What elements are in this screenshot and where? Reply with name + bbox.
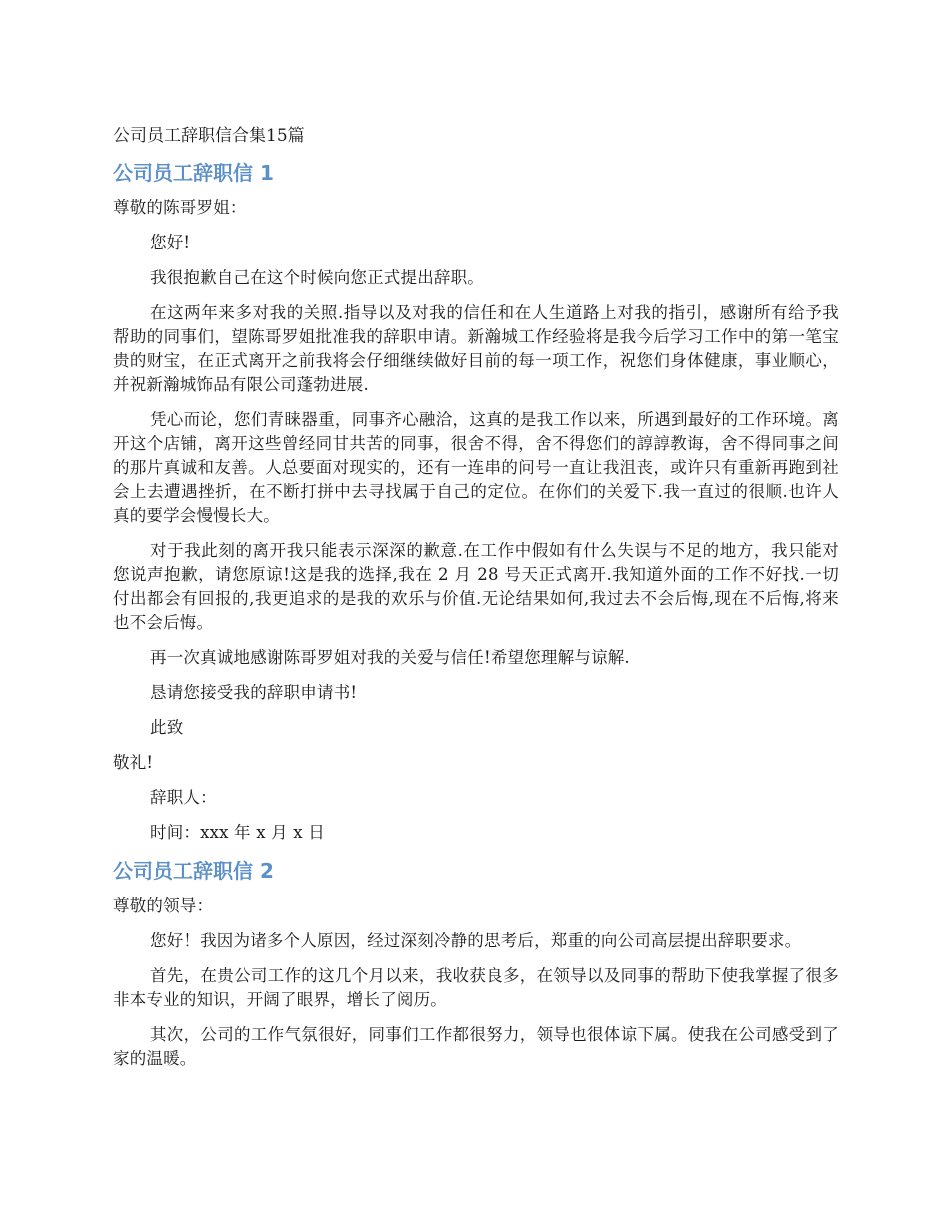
letter-1-paragraph: 对于我此刻的离开我只能表示深深的歉意.在工作中假如有什么失误与不足的地方，我只能对您说声抱歉，请您原谅!这是我的选择,我在 2 月 28 号天正式离开.我知道外面的工作不好找.一切付出都会有回报的,我更追求的是我的欢乐与价值.无论结果如何,我过去不会后悔,现在不后悔,将来也不会后悔。 [113,541,839,632]
letter-1-paragraph: 恳请您接受我的辞职申请书! [150,683,358,702]
letter-2-heading: 公司员工辞职信 2 [113,859,274,883]
letter-1-regards: 敬礼! [113,753,154,772]
letter-2-salutation: 尊敬的领导： [113,896,214,915]
letter-1-signer: 辞职人： [150,788,217,807]
letter-1-paragraph: 我很抱歉自己在这个时候向您正式提出辞职。 [150,268,484,287]
letter-2-paragraph: 首先，在贵公司工作的这几个月以来，我收获良多，在领导以及同事的帮助下使我掌握了很多非本专业的知识，开阔了眼界，增长了阅历。 [113,966,839,1009]
letter-1-closing: 此致 [150,718,184,737]
letter-1-greeting: 您好! [150,233,191,252]
letter-1-date: 时间：xxx 年 x 月 x 日 [150,823,325,842]
document-title: 公司员工辞职信合集15篇 [113,126,305,146]
letter-1-salutation: 尊敬的陈哥罗姐： [113,198,247,217]
letter-1-paragraph: 再一次真诚地感谢陈哥罗姐对我的关爱与信任!希望您理解与谅解. [150,648,630,667]
letter-1-heading: 公司员工辞职信 1 [113,161,274,185]
letter-2-paragraph: 您好！我因为诸多个人原因，经过深刻冷静的思考后，郑重的向公司高层提出辞职要求。 [150,931,802,950]
letter-1-paragraph: 凭心而论，您们青睐器重，同事齐心融洽，这真的是我工作以来，所遇到最好的工作环境。离开这个店铺，离开这些曾经同甘共苦的同事，很舍不得，舍不得您们的諄諄教诲，舍不得同事之间的那片真诚和友善。人总要面对现实的，还有一连串的问号一直让我沮丧，或许只有重新再跑到社会上去遭遇挫折，在不断打拼中去寻找属于自己的定位。在你们的关爱下.我一直过的很顺.也许人真的要学会慢慢长大。 [113,410,839,525]
document-page [113,122,839,1082]
letter-2-paragraph: 其次，公司的工作气氛很好，同事们工作都很努力，领导也很体谅下属。使我在公司感受到了家的温暖。 [113,1025,839,1068]
letter-1-paragraph: 在这两年来多对我的关照.指导以及对我的信任和在人生道路上对我的指引，感谢所有给予我帮助的同事们，望陈哥罗姐批准我的辞职申请。新瀚城工作经验将是我今后学习工作中的第一笔宝贵的财宝，在正式离开之前我将会仔细继续做好目前的每一项工作，祝您们身体健康，事业顺心，并祝新瀚城饰品有限公司蓬勃进展. [113,303,839,394]
